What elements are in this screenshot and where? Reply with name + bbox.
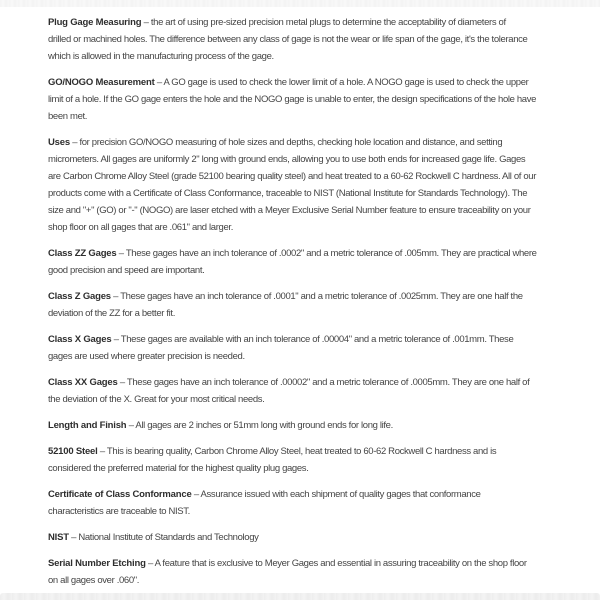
entry-line: [48, 443, 568, 460]
entry-line: the deviation of the X. Great for your most critical needs.: [48, 394, 265, 405]
entry-text: – A feature that is exclusive to Meyer Gages and essential in assuring traceability on the shop floor: [147, 558, 527, 569]
entry-line: deviation of the ZZ for a better fit.: [48, 308, 175, 319]
entry-line: considered the preferred material for the highest quality plug gages.: [48, 463, 309, 474]
entry-line: [48, 288, 568, 305]
entry-text: – These gages have an inch tolerance of .0002" and a metric tolerance of .005mm. They are practical where: [118, 248, 537, 259]
entry-term: Certificate of Class Conformance: [48, 489, 192, 500]
entry-line: been met.: [48, 111, 88, 122]
glossary-entry-serial-number-etching: [48, 555, 568, 589]
glossary-entry-class-xx-gages: [48, 374, 568, 408]
entry-line: on all gages over .060".: [48, 575, 140, 586]
entry-line: [48, 74, 568, 91]
entry-line: [48, 14, 568, 31]
entry-line: are Carbon Chrome Alloy Steel (grade 52100 bearing quality steel) and heat treated to a 60-62 Rockwell C hardness. All of our: [48, 171, 537, 182]
entry-term: Serial Number Etching: [48, 558, 146, 569]
glossary-entry-class-z-gages: [48, 288, 568, 322]
entry-line: [48, 331, 568, 348]
entry-text: – These gages have an inch tolerance of .0001" and a metric tolerance of .0025mm. They are one half the: [113, 291, 523, 302]
entry-term: NIST: [48, 532, 69, 543]
entry-term: Class X Gages: [48, 334, 112, 345]
entry-line: [48, 245, 568, 262]
entry-line: which is allowed in the manufacturing process of the gage.: [48, 51, 274, 62]
entry-text: – This is bearing quality, Carbon Chrome Alloy Steel, heat treated to 60-62 Rockwell C hardness and is: [99, 446, 497, 457]
glossary-entry-plug-gage-measuring: [48, 14, 568, 65]
entry-line: micrometers. All gages are uniformly 2" long with ground ends, allowing you to use both ends for increased gage life. Gages: [48, 154, 526, 165]
entry-line: characteristics are traceable to NIST.: [48, 506, 190, 517]
glossary-entry-length-and-finish: [48, 417, 568, 434]
entry-term: Class ZZ Gages: [48, 248, 117, 259]
entry-term: GO/NOGO Measurement: [48, 77, 155, 88]
entry-text: – National Institute of Standards and Technology: [71, 532, 259, 543]
entry-term: Length and Finish: [48, 420, 127, 431]
entry-text: – These gages are available with an inch tolerance of .00004" and a metric tolerance of .001mm. These: [113, 334, 514, 345]
glossary-content: [48, 14, 568, 598]
entry-line: products come with a Certificate of Class Conformance, traceable to NIST (National Institute for Standards Technology). The: [48, 188, 528, 199]
entry-text: – A GO gage is used to check the lower limit of a hole. A NOGO gage is used to check the upper: [156, 77, 529, 88]
entry-text: – All gages are 2 inches or 51mm long with ground ends for long life.: [128, 420, 393, 431]
top-edge-artifact: [0, 0, 600, 7]
bottom-edge-artifact: [0, 593, 600, 600]
entry-text: – for precision GO/NOGO measuring of hole sizes and depths, checking hole location and distance, and setting: [72, 137, 503, 148]
entry-term: Uses: [48, 137, 70, 148]
entry-line: shop floor on all gages that are .061" and larger.: [48, 222, 233, 233]
entry-term: Class XX Gages: [48, 377, 118, 388]
entry-line: limit of a hole. If the GO gage enters the hole and the NOGO gage is unable to enter, the design specifications of the hole have: [48, 94, 537, 105]
entry-term: Plug Gage Measuring: [48, 17, 142, 28]
entry-line: [48, 374, 568, 391]
glossary-entry-52100-steel: [48, 443, 568, 477]
entry-term: 52100 Steel: [48, 446, 98, 457]
glossary-entry-go-nogo-measurement: [48, 74, 568, 125]
entry-line: gages are used where greater precision is needed.: [48, 351, 245, 362]
entry-text: – These gages have an inch tolerance of .00002" and a metric tolerance of .0005mm. They are one half of: [119, 377, 530, 388]
glossary-entry-class-zz-gages: [48, 245, 568, 279]
entry-line: [48, 417, 568, 434]
entry-line: [48, 529, 568, 546]
entry-line: size and "+" (GO) or "-" (NOGO) are laser etched with a Meyer Exclusive Serial Number feature to ensure traceability on your: [48, 205, 531, 216]
entry-text: – the art of using pre-sized precision metal plugs to determine the acceptability of diameters of: [143, 17, 506, 28]
entry-term: Class Z Gages: [48, 291, 111, 302]
entry-line: [48, 555, 568, 572]
entry-line: [48, 486, 568, 503]
entry-line: drilled or machined holes. The difference between any class of gage is not the wear or life span of the gage, it's the tolerance: [48, 34, 528, 45]
glossary-entry-class-x-gages: [48, 331, 568, 365]
entry-line: [48, 134, 568, 151]
glossary-entry-nist: [48, 529, 568, 546]
entry-line: good precision and speed are important.: [48, 265, 205, 276]
entry-text: – Assurance issued with each shipment of quality gages that conformance: [193, 489, 481, 500]
glossary-entry-uses: [48, 134, 568, 236]
glossary-entry-certificate-of-class-conformance: [48, 486, 568, 520]
